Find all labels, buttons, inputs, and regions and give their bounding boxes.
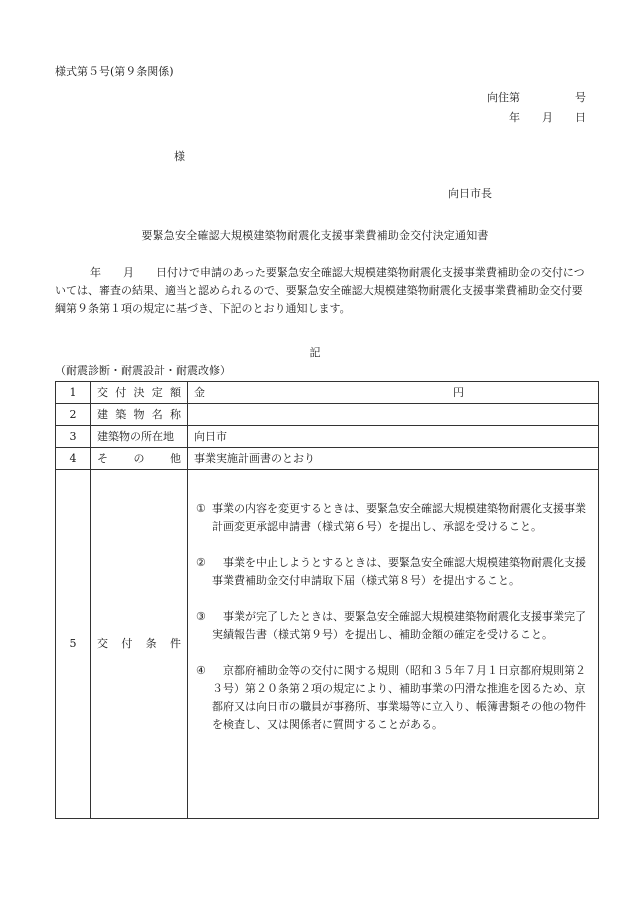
amount-suffix: 円 [453, 385, 464, 399]
row-label [91, 470, 188, 819]
document-number: 向住第 号 [487, 91, 586, 104]
table-row [56, 404, 599, 426]
label-spread [97, 452, 181, 465]
label-char: 称 [170, 407, 181, 421]
condition-text: 事業が完了したときは、要緊急安全確認大規模建築物耐震化支援事業完了実績報告書（様式第９号）を提出し、補助金額の確定を受けること。 [212, 610, 586, 641]
label-spread [97, 408, 181, 421]
row-label [91, 382, 188, 404]
label-char: 交 [97, 637, 108, 651]
row-number: 4 [56, 448, 91, 470]
decision-table [55, 381, 599, 819]
ki-heading: 記 [309, 346, 321, 359]
table-row [56, 426, 599, 448]
condition-mark: ② [196, 556, 206, 569]
label-char: 条 [145, 637, 157, 651]
form-number: 様式第５号(第９条関係) [55, 65, 174, 78]
condition-item [194, 500, 592, 536]
issuer: 向日市長 [448, 187, 492, 200]
grant-conditions [188, 470, 599, 819]
table-row [56, 470, 599, 819]
row-label [91, 448, 188, 470]
label-char: 他 [170, 451, 181, 465]
label-char: 付 [121, 637, 133, 651]
label-char: 交 [97, 385, 108, 399]
building-name-field [188, 404, 599, 426]
issue-date: 年 月 日 [509, 111, 586, 124]
label-spread [97, 637, 181, 650]
body-paragraph: 年 月 日付けで申請のあった要緊急安全確認大規模建築物耐震化支援事業費補助金の交付については、審査の結果、適当と認められるので、要緊急安全確認大規模建築物耐震化支援事業費補助金交付要綱第９条第１項の規定に基づき、下記のとおり通知します。 [55, 266, 585, 315]
table-row [56, 382, 599, 404]
label-spread [97, 386, 181, 399]
condition-mark: ④ [196, 664, 206, 677]
grant-amount-field [188, 382, 599, 404]
row-label [91, 404, 188, 426]
row-number: 1 [56, 382, 91, 404]
label-char: 物 [133, 407, 145, 421]
label-char: 額 [170, 385, 181, 399]
condition-item [194, 662, 592, 734]
row-number: 5 [56, 470, 91, 819]
building-location-field: 向日市 [188, 426, 599, 448]
label-char: の [133, 451, 145, 465]
document-title: 要緊急安全確認大規模建築物耐震化支援事業費補助金交付決定通知書 [141, 229, 489, 242]
label-char: 名 [151, 407, 163, 421]
amount-prefix: 金 [194, 385, 205, 399]
label-char: 件 [169, 637, 181, 651]
condition-item [194, 608, 592, 644]
condition-text: 事業を中止しようとするときは、要緊急安全確認大規模建築物耐震化支援事業費補助金交付申請取下届（様式第８号）を提出すること。 [212, 556, 586, 587]
condition-mark: ③ [196, 610, 206, 623]
addressee: 様 [174, 150, 185, 163]
condition-text: 事業の内容を変更するときは、要緊急安全確認大規模建築物耐震化支援事業計画変更承認申請書（様式第６号）を提出し、承認を受けること。 [212, 502, 586, 533]
label-char: そ [97, 451, 108, 465]
label-char: 付 [115, 385, 127, 399]
row-number: 3 [56, 426, 91, 448]
row-label: 建築物の所在地 [91, 426, 188, 448]
condition-item [194, 554, 592, 590]
condition-mark: ① [196, 502, 206, 515]
label-char: 築 [115, 407, 127, 421]
row-number: 2 [56, 404, 91, 426]
condition-text: 京都府補助金等の交付に関する規則（昭和３５年７月１日京都府規則第２３号）第２０条第２項の規定により、補助事業の円滑な推進を図るため、京都府又は向日市の職員が事務所、事業場等に立入り、帳簿書類その他の物件を検査し、又は関係者に質問することがある。 [212, 664, 586, 731]
table-row [56, 448, 599, 470]
category-note: （耐震診断・耐震設計・耐震改修） [55, 364, 231, 377]
label-char: 建 [97, 407, 108, 421]
label-char: 決 [133, 385, 145, 399]
other-field: 事業実施計画書のとおり [188, 448, 599, 470]
label-char: 定 [151, 385, 163, 399]
